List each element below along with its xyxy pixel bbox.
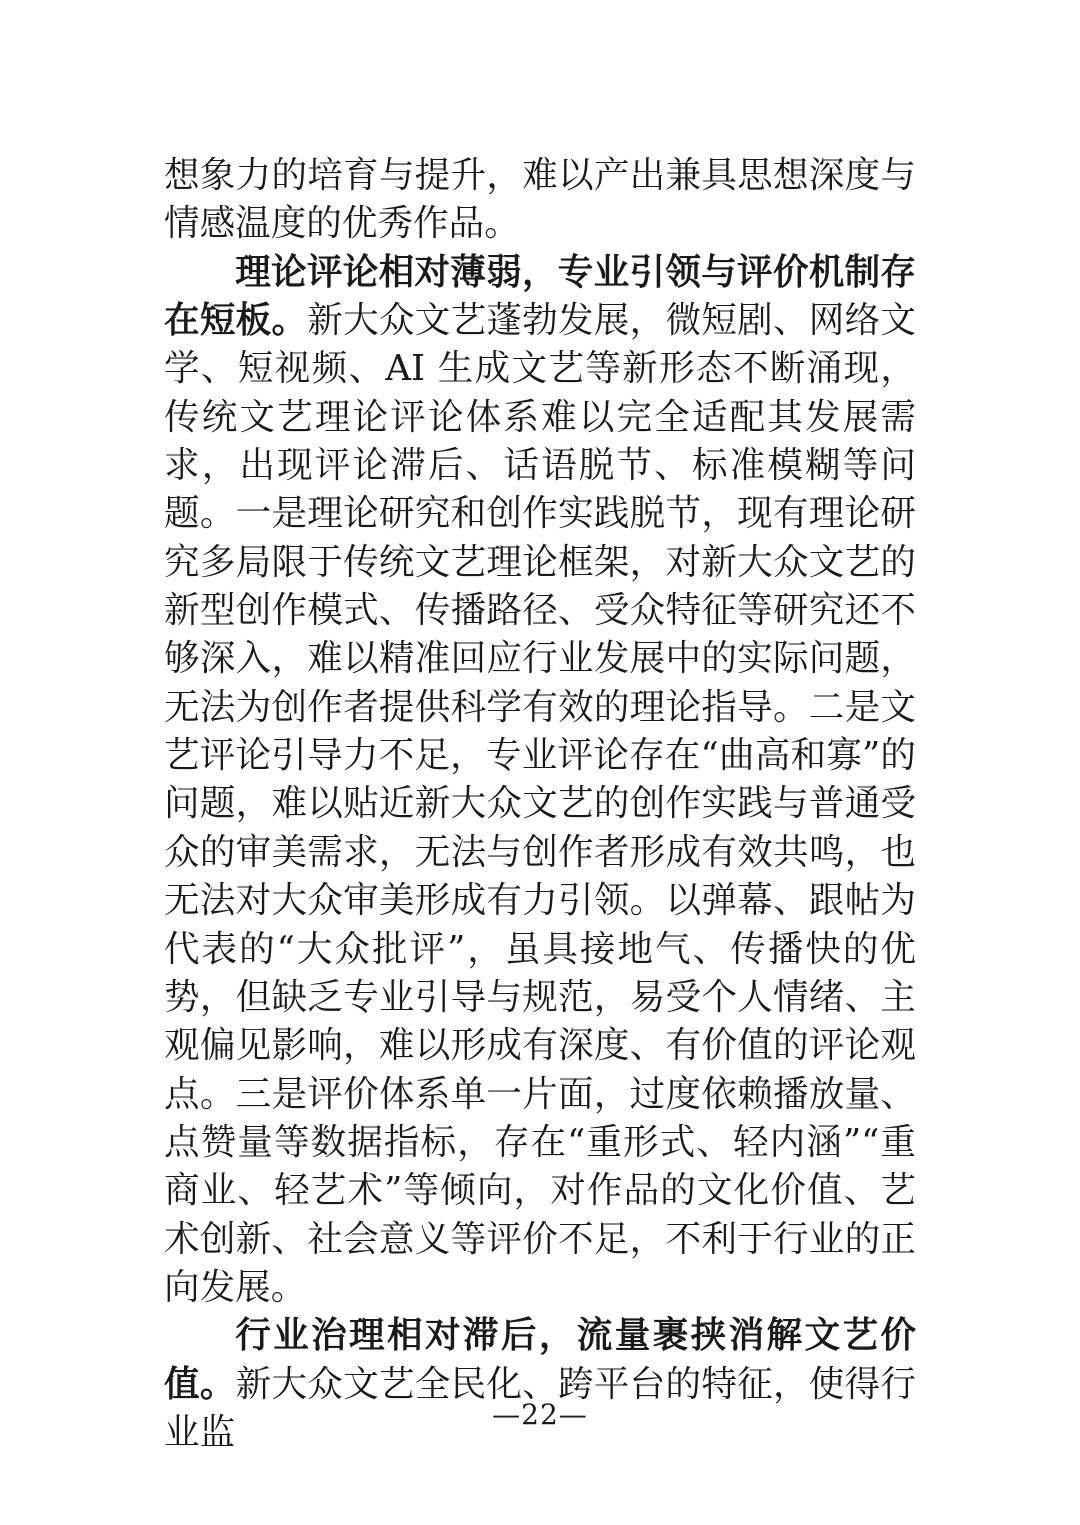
paragraph-industry-governance bbox=[164, 1312, 916, 1457]
paragraph-theory-criticism bbox=[164, 249, 916, 1313]
paragraph-heading: 行业治理相对滞后，流量裹挟消解文艺价值。 bbox=[164, 1315, 916, 1405]
paragraph-text: 想象力的培育与提升，难以产出兼具思想深度与情感温度的优秀作品。 bbox=[164, 155, 916, 245]
body-text bbox=[164, 152, 916, 1457]
paragraph-continuation bbox=[164, 152, 916, 249]
page-number: —22— bbox=[492, 1398, 588, 1431]
paragraph-text: 新大众文艺全民化、跨平台的特征，使得行业监 bbox=[164, 1363, 917, 1453]
paragraph-heading: 理论评论相对薄弱，专业引领与评价机制存在短板。 bbox=[164, 251, 916, 342]
paragraph-text: 新大众文艺蓬勃发展，微短剧、网络文学、短视频、AI 生成文艺等新形态不断涌现，传统文艺理论评论体系难以完全适配其发展需求，出现评论滞后、话语脱节、标准模糊等问题。一是理论研究和创作实践脱节，现有理论研究多局限于传统文艺理论框架，对新大众文艺的新型创作模式、传播路径、受众特征等研究还不够深入，难以精准回应行业发展中的实际问题，无法为创作者提供科学有效的理论指导。二是文艺评论引导力不足，专业评论存在“曲高和寡”的问题，难以贴近新大众文艺的创作实践与普通受众的审美需求，无法与创作者形成有效共鸣，也无法对大众审美形成有力引领。以弹幕、跟帖为代表的“大众批评”，虽具接地气、传播快的优势，但缺乏专业引导与规范，易受个人情绪、主观偏见影响，难以形成有深度、有价值的评论观点。三是评价体系单一片面，过度依赖播放量、点赞量等数据指标，存在“重形式、轻内涵”“重商业、轻艺术”等倾向，对作品的文化价值、艺术创新、社会意义等评价不足，不利于行业的正向发展。 bbox=[164, 300, 917, 1308]
